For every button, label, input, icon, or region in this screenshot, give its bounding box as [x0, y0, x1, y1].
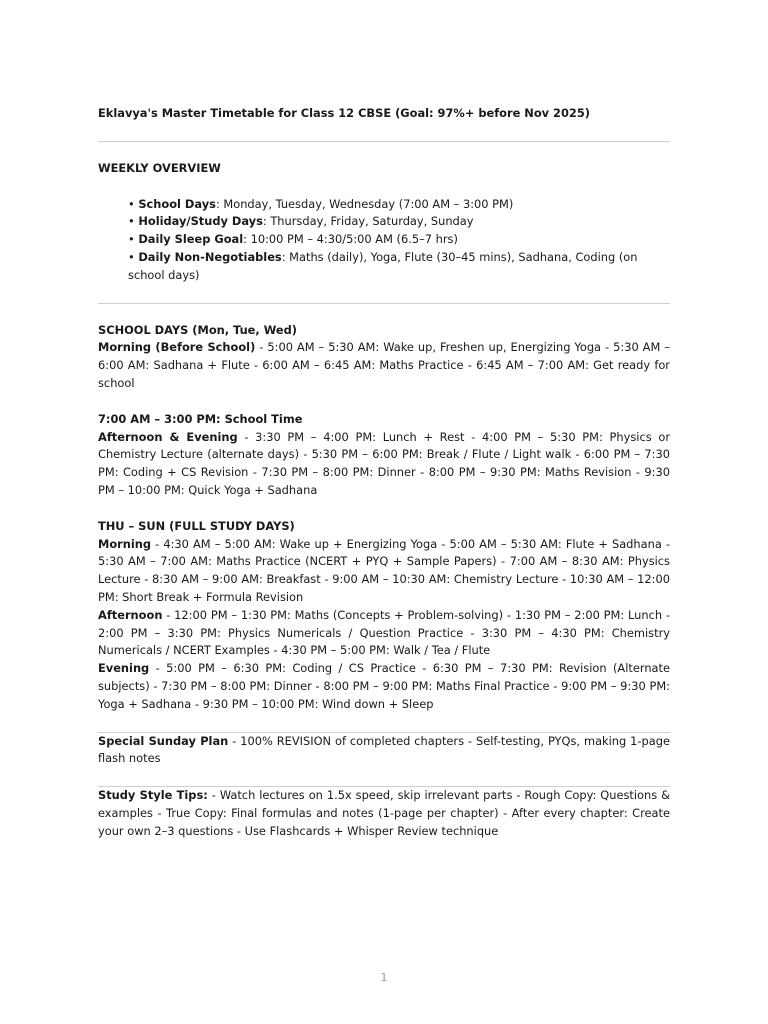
document-title: Eklavya's Master Timetable for Class 12 CBSE (Goal: 97%+ before Nov 2025)	[98, 106, 590, 120]
block-label: Evening	[98, 661, 150, 676]
block-text: - 12:00 PM – 1:30 PM: Maths (Concepts + Problem-solving) - 1:30 PM – 2:00 PM: Lunch - 2:00 PM – 3:30 PM: Physics Numericals / Question Practice - 3:30 PM – 4:30 PM: Chemistry Numericals / NCERT Examples - 4:30 PM – 5:00 PM: Walk / Tea / Flute	[98, 607, 670, 658]
list-item	[128, 213, 670, 231]
bullet: •	[128, 196, 135, 211]
item-text: : Monday, Tuesday, Wednesday (7:00 AM – 3:00 PM)	[215, 196, 514, 211]
sunday-plan-block	[98, 733, 670, 769]
school-morning-block	[98, 339, 670, 392]
bullet: •	[128, 232, 135, 247]
block-text: - 5:00 PM – 6:30 PM: Coding / CS Practice - 6:30 PM – 7:30 PM: Revision (Alternate subjects) - 7:30 PM – 8:00 PM: Dinner - 8:00 PM – 9:00 PM: Maths Final Practice - 9:00 PM – 9:30 PM: Yoga + Sadhana - 9:30 PM – 10:00 PM: Wind down + Sleep	[98, 661, 670, 711]
list-item	[128, 231, 670, 249]
document-page	[98, 105, 670, 841]
item-text: : Thursday, Friday, Saturday, Sunday	[262, 214, 474, 229]
weekly-overview-heading: WEEKLY OVERVIEW	[98, 160, 221, 175]
item-text: : Maths (daily), Yoga, Flute (30–45 mins), Sadhana, Coding (on school days)	[128, 249, 638, 282]
item-label: Daily Non-Negotiables	[138, 249, 282, 264]
page-number: 1	[380, 971, 388, 984]
block-text: - Watch lectures on 1.5x speed, skip irrelevant parts - Rough Copy: Questions & examples - True Copy: Final formulas and notes (1-page per chapter) - After every chapter: Create your own 2–3 questions - Use Flashcards + Whisper Review technique	[98, 788, 670, 838]
divider	[98, 303, 670, 304]
item-label: Holiday/Study Days	[138, 214, 263, 229]
block-label: Afternoon & Evening	[98, 429, 238, 444]
school-afternoon-block	[98, 429, 670, 500]
item-text: : 10:00 PM – 4:30/5:00 AM (6.5–7 hrs)	[243, 232, 458, 247]
study-morning-block	[98, 536, 670, 607]
study-days-heading: THU – SUN (FULL STUDY DAYS)	[98, 518, 295, 533]
block-text: - 4:30 AM – 5:00 AM: Wake up + Energizing Yoga - 5:00 AM – 5:30 AM: Flute + Sadhana - 5:30 AM – 7:00 AM: Maths Practice (NCERT + PYQ + Sample Papers) - 7:00 AM – 8:30 AM: Physics Lecture - 8:30 AM – 9:00 AM: Breakfast - 9:00 AM – 10:30 AM: Chemistry Lecture - 10:30 AM – 12:00 PM: Short Break + Formula Revision	[98, 536, 670, 604]
bullet: •	[128, 249, 135, 264]
item-label: School Days	[138, 196, 216, 211]
bullet: •	[128, 214, 135, 229]
list-item	[128, 196, 670, 214]
block-label: Study Style Tips:	[98, 788, 208, 803]
block-label: Afternoon	[98, 607, 163, 622]
school-time-heading: 7:00 AM – 3:00 PM: School Time	[98, 411, 303, 426]
study-tips-block	[98, 787, 670, 840]
school-days-heading: SCHOOL DAYS (Mon, Tue, Wed)	[98, 322, 297, 337]
divider	[98, 141, 670, 142]
block-label: Special Sunday Plan	[98, 733, 229, 748]
block-text: - 100% REVISION of completed chapters - Self-testing, PYQs, making 1-page flash notes	[98, 733, 670, 766]
weekly-overview-list	[98, 196, 670, 285]
list-item	[128, 249, 670, 285]
item-label: Daily Sleep Goal	[138, 232, 244, 247]
block-text: - 3:30 PM – 4:00 PM: Lunch + Rest - 4:00 PM – 5:30 PM: Physics or Chemistry Lecture (alternate days) - 5:30 PM – 6:00 PM: Break / Flute / Light walk - 6:00 PM – 7:30 PM: Coding + CS Revision - 7:30 PM – 8:00 PM: Dinner - 8:00 PM – 9:30 PM: Maths Revision - 9:30 PM – 10:00 PM: Quick Yoga + Sadhana	[98, 429, 670, 497]
block-text: - 5:00 AM – 5:30 AM: Wake up, Freshen up, Energizing Yoga - 5:30 AM – 6:00 AM: Sadhana + Flute - 6:00 AM – 6:45 AM: Maths Practice - 6:45 AM – 7:00 AM: Get ready for school	[98, 340, 670, 390]
study-afternoon-block	[98, 607, 670, 660]
block-label: Morning	[98, 536, 152, 551]
study-evening-block	[98, 660, 670, 713]
block-label: Morning (Before School)	[98, 340, 256, 355]
